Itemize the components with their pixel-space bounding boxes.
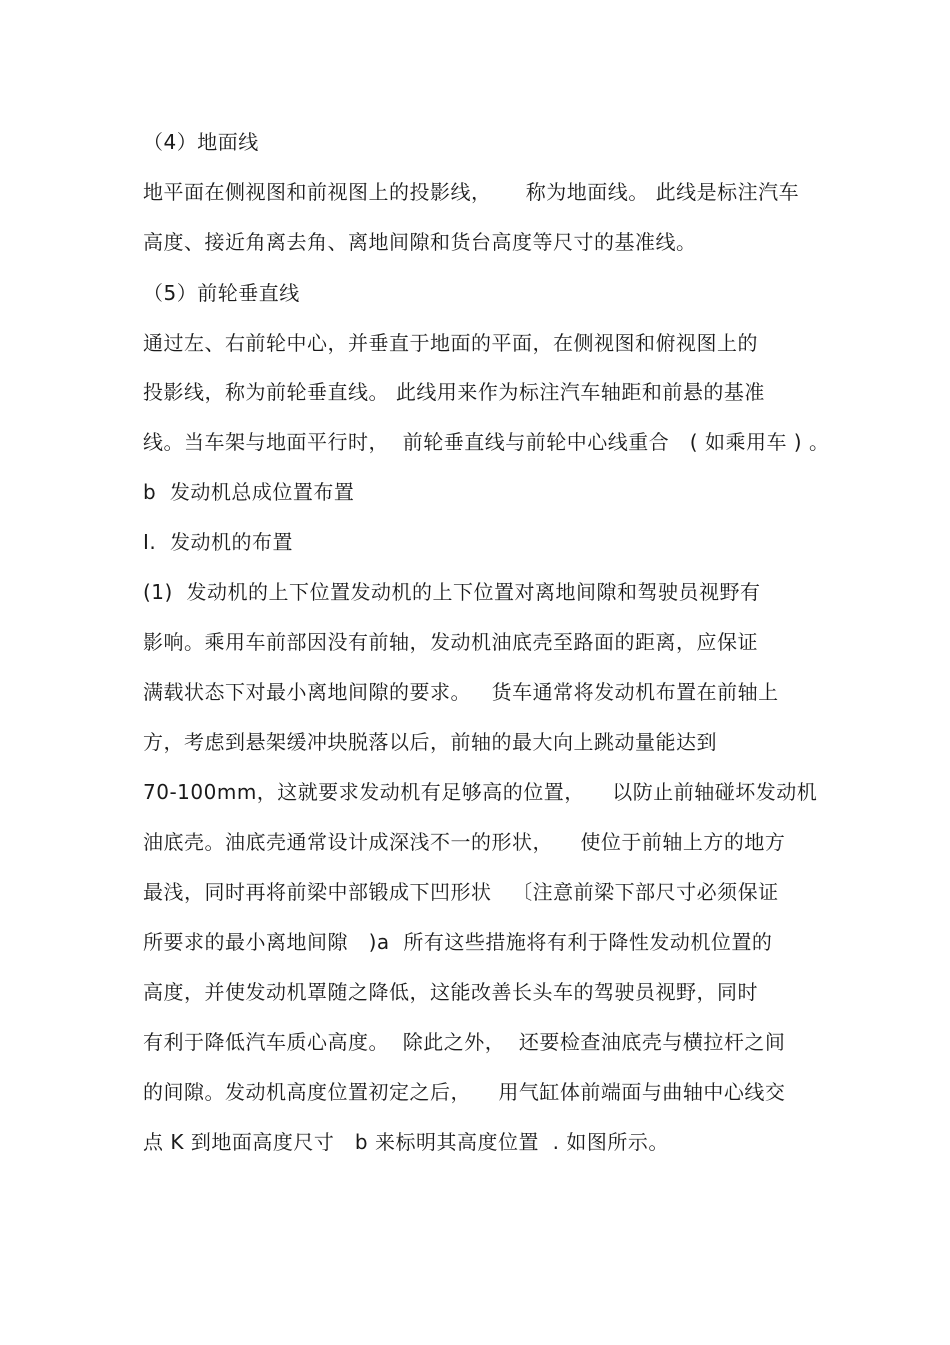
paragraph-line: 影响。乘用车前部因没有前轴，发动机油底壳至路面的距离，应保证 xyxy=(143,630,758,654)
paragraph-line: 投影线，称为前轮垂直线。 此线用来作为标注汽车轴距和前悬的基准 xyxy=(143,380,765,404)
paragraph-line: 线。当车架与地面平行时， 前轮垂直线与前轮中心线重合 ( 如乘用车 ) 。 xyxy=(143,430,830,454)
paragraph-line: (1) 发动机的上下位置发动机的上下位置对离地间隙和驾驶员视野有 xyxy=(143,580,761,604)
paragraph-line: 所要求的最小离地间隙 )a 所有这些措施将有利于降性发动机位置的 xyxy=(143,930,773,954)
paragraph-line: 高度、接近角离去角、离地间隙和货台高度等尺寸的基准线。 xyxy=(143,230,697,254)
paragraph-line: 方，考虑到悬架缓冲块脱落以后，前轴的最大向上跳动量能达到 xyxy=(143,730,717,754)
paragraph-line: 地平面在侧视图和前视图上的投影线， 称为地面线。 此线是标注汽车 xyxy=(143,180,800,204)
paragraph-line: 高度，并使发动机罩随之降低，这能改善长头车的驾驶员视野，同时 xyxy=(143,980,758,1004)
heading-ground-line: （4）地面线 xyxy=(143,130,259,154)
paragraph-line: 有利于降低汽车质心高度。 除此之外， 还要检查油底壳与横拉杆之间 xyxy=(143,1030,786,1054)
paragraph-line: 最浅，同时再将前梁中部锻成下凹形状 〔注意前梁下部尺寸必须保证 xyxy=(143,880,779,904)
paragraph-line: 通过左、右前轮中心，并垂直于地面的平面，在侧视图和俯视图上的 xyxy=(143,331,758,355)
paragraph-line: 油底壳。油底壳通常设计成深浅不一的形状， 使位于前轴上方的地方 xyxy=(143,830,786,854)
paragraph-line: 点 K 到地面高度尺寸 b 来标明其高度位置 . 如图所示。 xyxy=(143,1130,669,1154)
heading-engine-assembly: b 发动机总成位置布置 xyxy=(143,480,355,504)
paragraph-line: 70-100mm，这就要求发动机有足够高的位置， 以防止前轴碰坏发动机 xyxy=(143,780,818,804)
paragraph-line: 满载状态下对最小离地间隙的要求。 货车通常将发动机布置在前轴上 xyxy=(143,680,779,704)
heading-engine-layout: I. 发动机的布置 xyxy=(143,530,293,554)
paragraph-line: 的间隙。发动机高度位置初定之后， 用气缸体前端面与曲轴中心线交 xyxy=(143,1080,786,1104)
heading-front-wheel-line: （5）前轮垂直线 xyxy=(143,281,300,305)
